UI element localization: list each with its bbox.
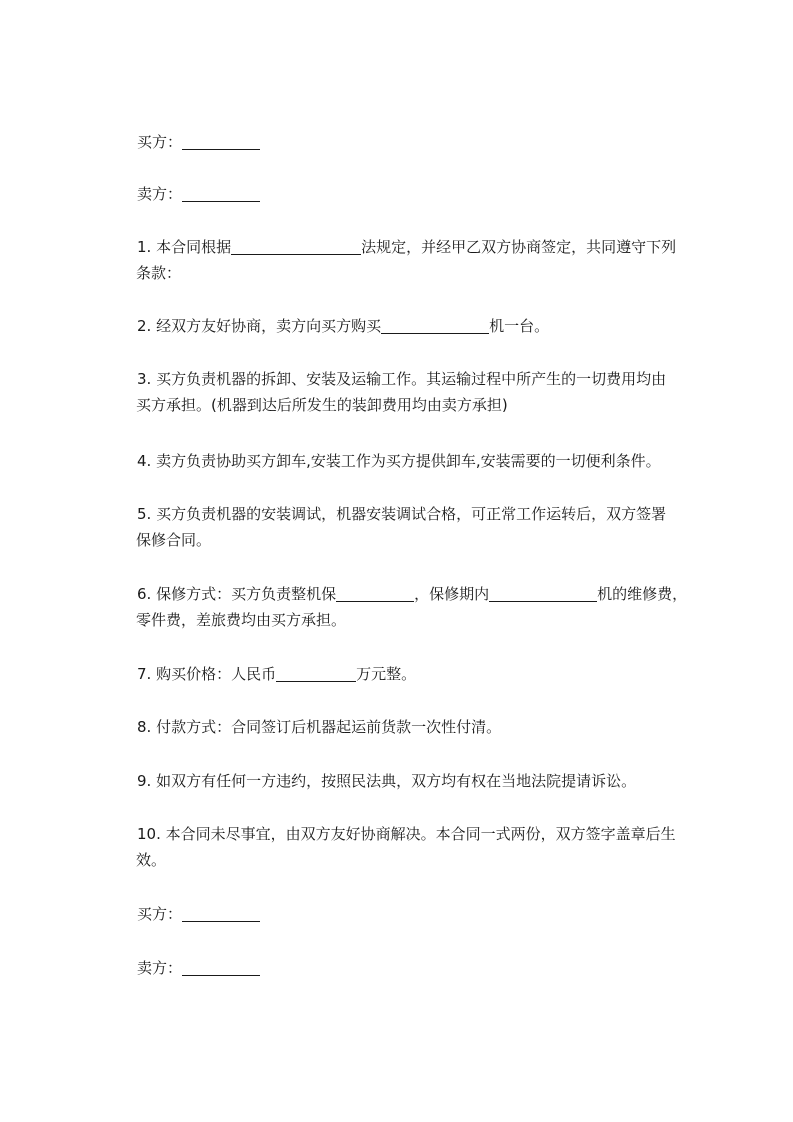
- footer-seller-blank[interactable]: [182, 959, 260, 976]
- header-seller-blank[interactable]: [182, 185, 260, 202]
- clause-2: [137, 313, 727, 339]
- clause-7-text-a: 7. 购买价格：人民币: [137, 665, 277, 683]
- clause-10-text-a: 10. 本合同未尽事宜，由双方友好协商解决。本合同一式两份，双方签字盖章后生: [137, 825, 676, 843]
- clause-4-text: 4. 卖方负责协助买方卸车,安装工作为买方提供卸车,安装需要的一切便利条件。: [137, 452, 661, 470]
- clause-1-text-a: 1. 本合同根据: [137, 238, 232, 256]
- footer-seller-line: [137, 955, 727, 981]
- clause-3-text-a: 3. 买方负责机器的拆卸、安装及运输工作。其运输过程中所产生的一切费用均由: [137, 370, 667, 388]
- clause-10: [137, 821, 727, 873]
- footer-buyer-label: 买方：: [137, 905, 183, 923]
- clause-1: [137, 234, 727, 286]
- clause-10-text-b: 效。: [136, 851, 167, 869]
- header-buyer-blank[interactable]: [182, 133, 260, 150]
- clause-1-text-c: 条款：: [136, 264, 182, 282]
- clause-2-machine-blank[interactable]: [381, 317, 489, 334]
- clause-2-text-b: 机一台。: [489, 317, 550, 335]
- clause-6-text-d: 零件费，差旅费均由买方承担。: [136, 611, 347, 629]
- clause-8-text: 8. 付款方式：合同签订后机器起运前货款一次性付清。: [137, 718, 502, 736]
- clause-6-machine-blank[interactable]: [489, 585, 597, 602]
- clause-7-price-blank[interactable]: [276, 665, 356, 682]
- clause-3-text-b: 买方承担。(机器到达后所发生的装卸费用均由卖方承担): [136, 396, 508, 414]
- footer-buyer-line: [137, 901, 727, 927]
- clause-9: [137, 768, 727, 794]
- clause-3: [137, 366, 727, 418]
- clause-5-text-b: 保修合同。: [136, 531, 212, 549]
- clause-9-text: 9. 如双方有任何一方违约，按照民法典，双方均有权在当地法院提请诉讼。: [137, 772, 637, 790]
- clause-5-text-a: 5. 买方负责机器的安装调试，机器安装调试合格，可正常工作运转后，双方签署: [137, 505, 667, 523]
- clause-4: [137, 448, 727, 474]
- clause-6-text-a: 6. 保修方式：买方负责整机保: [137, 585, 337, 603]
- header-buyer-label: 买方：: [137, 133, 183, 151]
- header-buyer-line: [137, 129, 727, 155]
- clause-6: [137, 581, 727, 633]
- clause-8: [137, 714, 727, 740]
- clause-2-text-a: 2. 经双方友好协商，卖方向买方购买: [137, 317, 382, 335]
- clause-6-text-b: ，保修期内: [414, 585, 490, 603]
- clause-7: [137, 661, 727, 687]
- header-seller-label: 卖方：: [137, 185, 183, 203]
- clause-1-text-b: 法规定，并经甲乙双方协商签定，共同遵守下列: [361, 238, 677, 256]
- clause-5: [137, 501, 727, 553]
- footer-seller-label: 卖方：: [137, 959, 183, 977]
- clause-7-text-b: 万元整。: [356, 665, 417, 683]
- clause-6-warranty-blank[interactable]: [336, 585, 414, 602]
- clause-6-text-c: 机的维修费，: [597, 585, 688, 603]
- clause-1-law-blank[interactable]: [231, 238, 361, 255]
- header-seller-line: [137, 181, 727, 207]
- footer-buyer-blank[interactable]: [182, 905, 260, 922]
